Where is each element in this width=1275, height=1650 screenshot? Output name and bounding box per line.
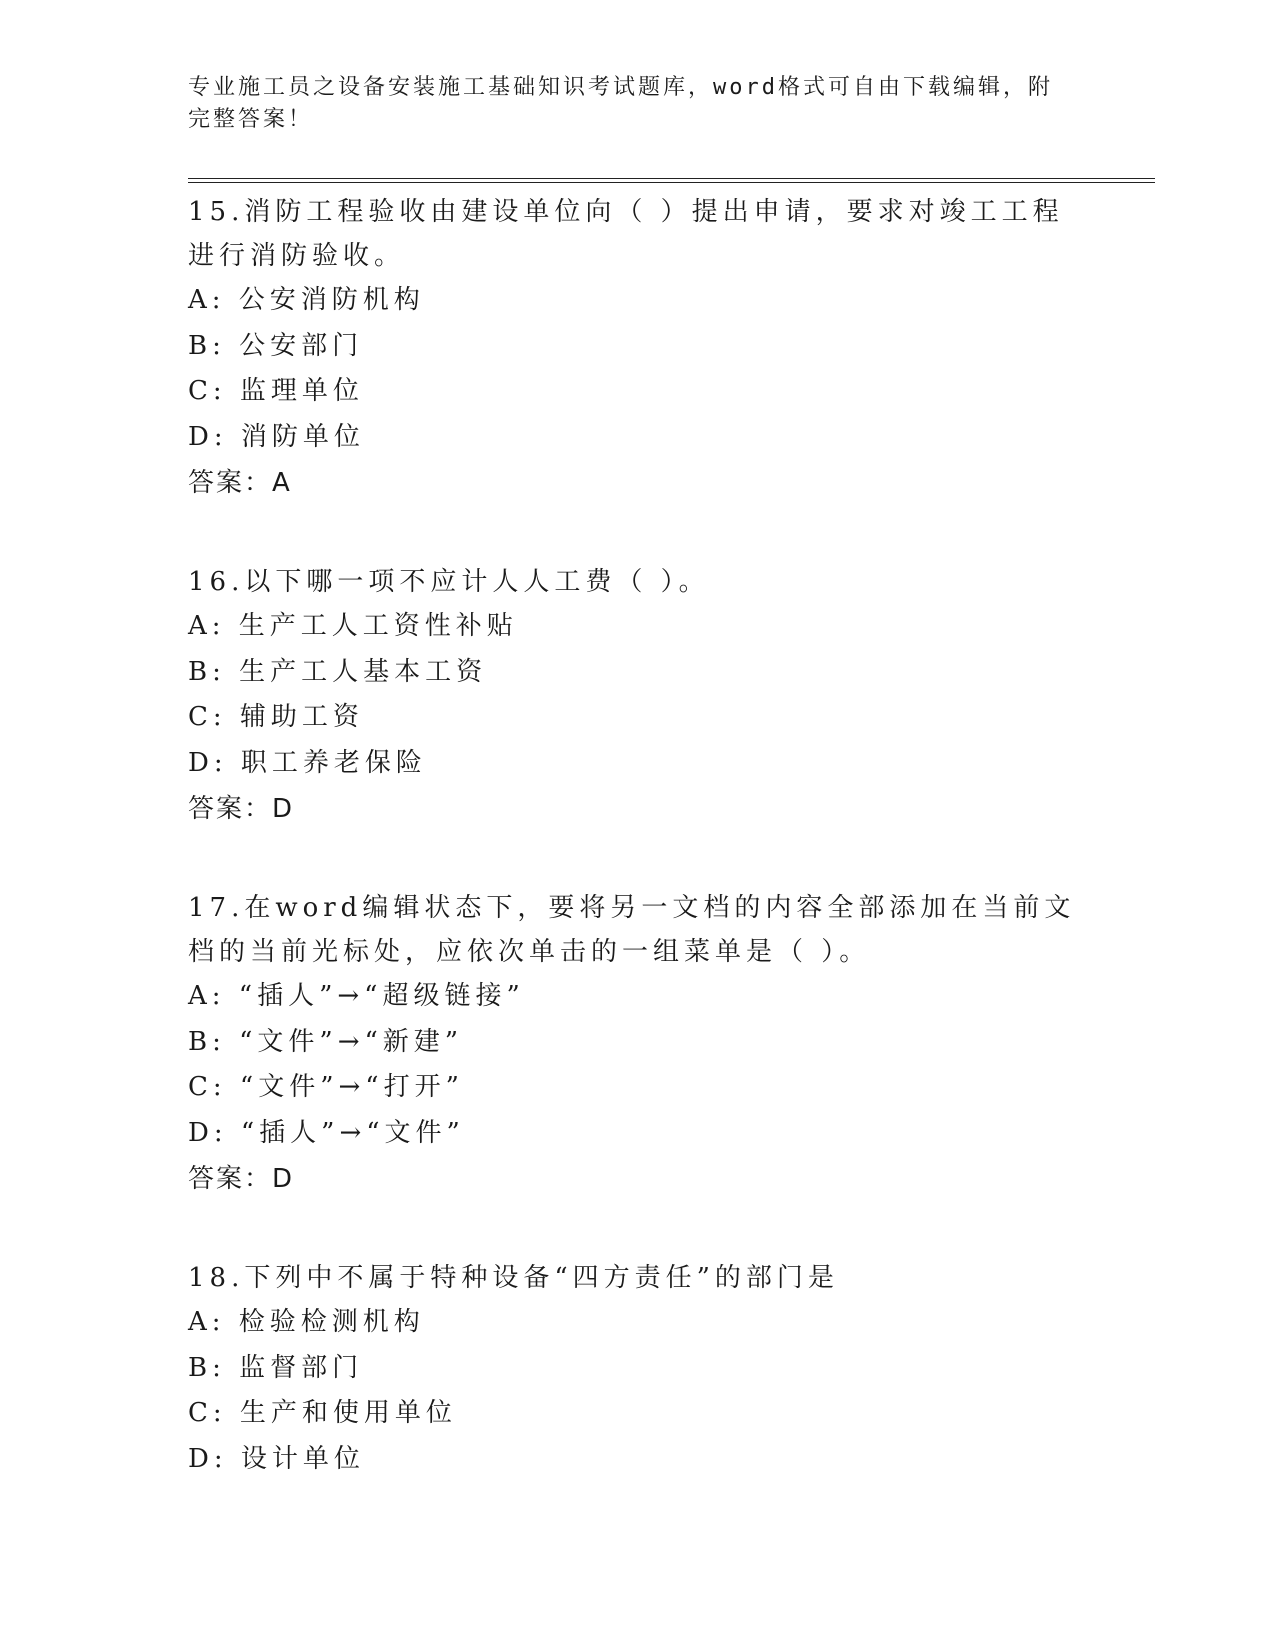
option-b: B: 生产工人基本工资 (188, 656, 488, 687)
option-b: B: 监督部门 (188, 1352, 364, 1383)
option-a: A: 公安消防机构 (188, 285, 425, 315)
question-18 (188, 1256, 1088, 1482)
option-d: D: 设计单位 (188, 1443, 365, 1474)
question-text: 17.在word编辑状态下，要将另一文档的内容全部添加在当前文档的当前光标处，应依次单击的一组菜单是（ ）。 (188, 893, 1076, 967)
question-text: 18.下列中不属于特种设备“四方责任”的部门是 (188, 1263, 839, 1293)
question-text: 16.以下哪一项不应计人人工费（ ）。 (188, 567, 710, 597)
option-c: C: 生产和使用单位 (188, 1398, 457, 1428)
question-list (188, 190, 1088, 1536)
header-divider (188, 178, 1155, 183)
option-c: C: 监理单位 (188, 376, 364, 406)
question-text: 15.消防工程验收由建设单位向（ ）提出申请，要求对竣工工程进行消防验收。 (188, 197, 1064, 271)
option-b: B: 公安部门 (188, 330, 364, 361)
answer: 答案：D (188, 1164, 295, 1194)
option-b: B: “文件”→“新建” (188, 1026, 464, 1057)
option-d: D: 职工养老保险 (188, 747, 427, 778)
question-15 (188, 190, 1088, 506)
option-c: C: 辅助工资 (188, 702, 364, 732)
option-d: D: “插人”→“文件” (188, 1117, 465, 1148)
question-17 (188, 886, 1088, 1202)
option-a: A: “插人”→“超级链接” (188, 981, 525, 1011)
question-16 (188, 560, 1088, 832)
answer: 答案：D (188, 794, 295, 824)
option-a: A: 检验检测机构 (188, 1307, 425, 1337)
option-c: C: “文件”→“打开” (188, 1072, 464, 1102)
option-d: D: 消防单位 (188, 421, 365, 452)
document-intro: 专业施工员之设备安装施工基础知识考试题库，word格式可自由下载编辑，附完整答案！ (188, 75, 1053, 132)
answer: 答案：A (188, 468, 292, 498)
option-a: A: 生产工人工资性补贴 (188, 611, 518, 641)
